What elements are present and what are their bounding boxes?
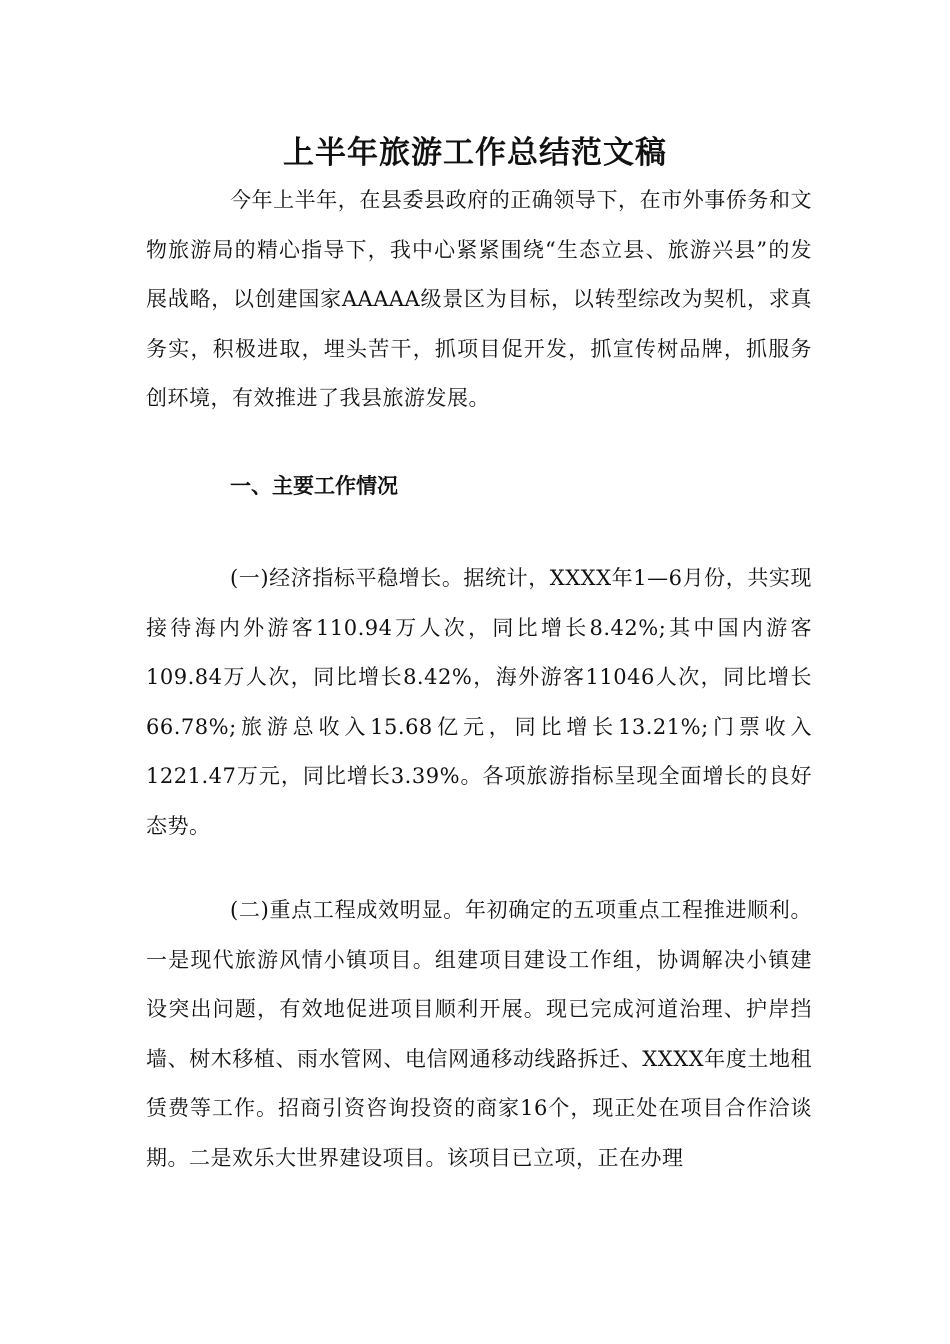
economic-indicators-paragraph: (一)经济指标平稳增长。据统计，XXXX年1—6月份，共实现接待海内外游客110.94万人次，同比增长8.42%;其中国内游客109.84万人次，同比增长8.42%，海外游客11046人次，同比增长66.78%;旅游总收入15.68亿元，同比增长13.21%;门票收入1221.47万元，同比增长3.39%。各项旅游指标呈现全面增长的良好态势。 — [146, 566, 812, 838]
document-title: 上半年旅游工作总结范文稿 — [283, 135, 667, 171]
section-heading: 一、主要工作情况 — [230, 474, 398, 498]
key-projects-paragraph: (二)重点工程成效明显。年初确定的五项重点工程推进顺利。一是现代旅游风情小镇项目。组建项目建设工作组，协调解决小镇建设突出问题，有效地促进项目顺利开展。现已完成河道治理、护岸挡墙、树木移植、雨水管网、电信网通移动线路拆迁、XXXX年度土地租赁费等工作。招商引资咨询投资的商家16个，现正处在项目合作洽谈期。二是欢乐大世界建设项目。该项目已立项，正在办理 — [146, 898, 812, 1170]
intro-paragraph: 今年上半年，在县委县政府的正确领导下，在市外事侨务和文物旅游局的精心指导下，我中心紧紧围绕“生态立县、旅游兴县”的发展战略，以创建国家AAAAA级景区为目标，以转型综改为契机，求真务实，积极进取，埋头苦干，抓项目促开发，抓宣传树品牌，抓服务创环境，有效推进了我县旅游发展。 — [146, 188, 812, 410]
